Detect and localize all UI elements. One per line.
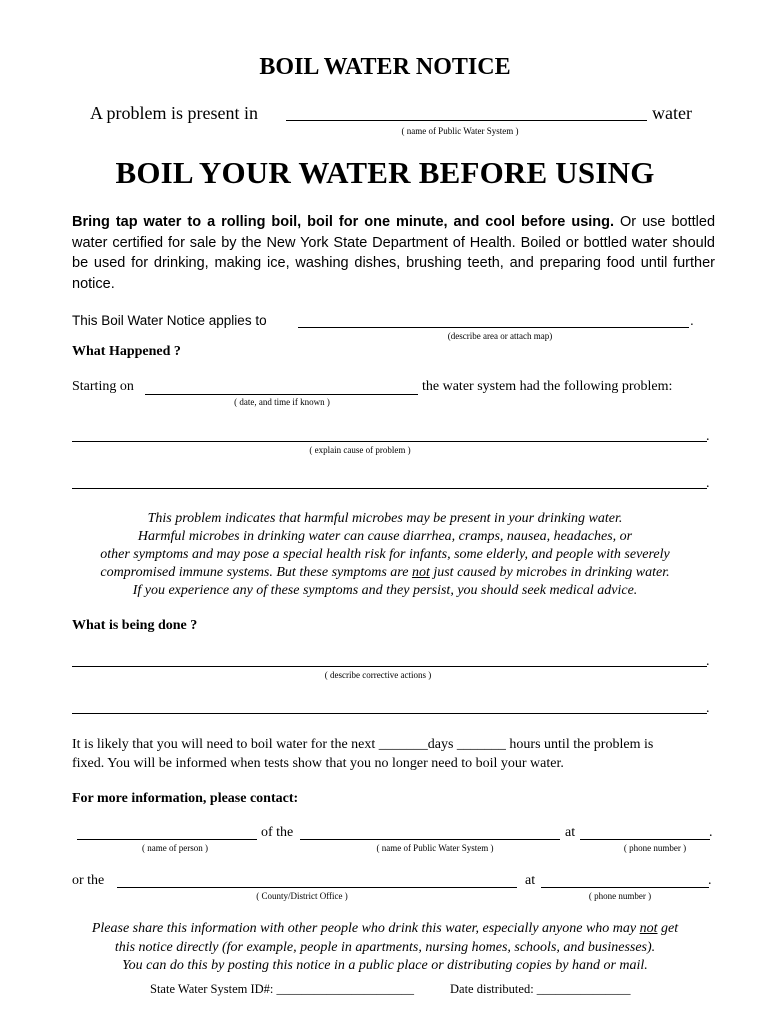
system-caption: ( name of Public Water System ) — [376, 843, 494, 853]
share-line-2: this notice directly (for example, people in apartments, nursing homes, schools, and businesses). — [114, 939, 656, 955]
phone-caption: ( phone number ) — [623, 843, 687, 853]
cause-dot-1: . — [706, 429, 710, 444]
office-phone-caption: ( phone number ) — [588, 891, 652, 901]
office-field[interactable] — [117, 887, 517, 888]
share-line-1c: get — [657, 921, 679, 936]
warning-not-emphasis: not — [411, 565, 430, 580]
at-label-1: at — [565, 825, 576, 840]
cause-caption: ( explain cause of problem ) — [309, 445, 411, 455]
warning-line-3: other symptoms and may pose a special health risk for infants, some elderly, and people with severely — [100, 547, 670, 562]
what-happened-heading: What Happened ? — [72, 344, 181, 359]
boil-heading: BOIL YOUR WATER BEFORE USING — [115, 155, 655, 190]
contact-dot-1: . — [709, 825, 713, 840]
date-distributed-field[interactable]: Date distributed: _______________ — [450, 982, 631, 996]
what-done-heading: What is being done ? — [72, 618, 198, 633]
notice-title: BOIL WATER NOTICE — [259, 54, 511, 80]
of-the-label: of the — [261, 825, 294, 840]
actions-caption: ( describe corrective actions ) — [324, 670, 432, 680]
actions-field-2[interactable] — [72, 713, 707, 714]
warning-line-4a: compromised immune systems. But these symptoms are — [100, 565, 412, 580]
water-label: water — [652, 103, 692, 123]
water-system-caption: ( name of Public Water System ) — [401, 126, 519, 136]
warning-line-2: Harmful microbes in drinking water can cause diarrhea, cramps, nausea, headaches, or — [137, 529, 633, 544]
warning-line-5: If you experience any of these symptoms and they persist, you should seek medical advice. — [132, 583, 638, 598]
office-phone-field[interactable] — [541, 887, 709, 888]
area-field[interactable] — [298, 327, 689, 328]
or-the-label: or the — [72, 873, 105, 888]
applies-label: This Boil Water Notice applies to — [72, 313, 267, 328]
cause-dot-2: . — [706, 476, 710, 491]
instructions-bold: Bring tap water to a rolling boil, boil for one minute, and cool before using. — [72, 214, 615, 230]
share-line-1 — [0, 920, 770, 939]
actions-dot-2: . — [706, 701, 710, 716]
water-system-field[interactable] — [286, 120, 647, 121]
area-caption: (describe area or attach map) — [447, 331, 553, 341]
contact-person-field[interactable] — [77, 839, 257, 840]
health-warning — [0, 510, 770, 600]
starting-label: Starting on — [72, 379, 134, 394]
warning-line-4c: just caused by microbes in drinking water. — [429, 565, 670, 580]
duration-line-2: fixed. You will be informed when tests show that you no longer need to boil your water. — [72, 756, 564, 771]
instructions-paragraph — [72, 212, 715, 294]
person-caption: ( name of person ) — [142, 843, 208, 853]
actions-dot-1: . — [706, 654, 710, 669]
applies-period: . — [690, 313, 694, 328]
duration-line-1: It is likely that you will need to boil water for the next _______days _______ hours until the problem is — [72, 737, 654, 752]
cause-field-2[interactable] — [72, 488, 707, 489]
problem-after-label: the water system had the following problem: — [422, 379, 673, 394]
share-line-1a: Please share this information with other people who drink this water, especially anyone who may — [91, 921, 640, 936]
date-field[interactable] — [145, 394, 418, 395]
warning-line-1: This problem indicates that harmful microbes may be present in your drinking water. — [147, 511, 623, 526]
share-paragraph — [0, 920, 770, 976]
instructions-text: Or use bottled water certified for sale by the New York State Department of Health. Boiled or bottled water should be used for drinking, making ice, washing dishes, brushing teeth, and preparing food until further notice. — [72, 214, 716, 292]
share-line-3: You can do this by posting this notice in a public place or distributing copies by hand or mail. — [122, 958, 648, 973]
contact-heading: For more information, please contact: — [72, 791, 299, 806]
cause-field-1[interactable] — [72, 441, 707, 442]
share-not-emphasis: not — [639, 921, 658, 936]
duration-paragraph — [72, 735, 722, 773]
system-id-field[interactable]: State Water System ID#: ______________________ — [150, 982, 415, 996]
contact-dot-2: . — [708, 873, 712, 888]
date-caption: ( date, and time if known ) — [234, 397, 330, 407]
contact-system-field[interactable] — [300, 839, 560, 840]
actions-field-1[interactable] — [72, 666, 707, 667]
problem-label: A problem is present in — [90, 103, 258, 123]
warning-line-4 — [0, 564, 770, 582]
office-caption: ( County/District Office ) — [256, 891, 348, 901]
at-label-2: at — [525, 873, 536, 888]
contact-phone-field[interactable] — [580, 839, 710, 840]
